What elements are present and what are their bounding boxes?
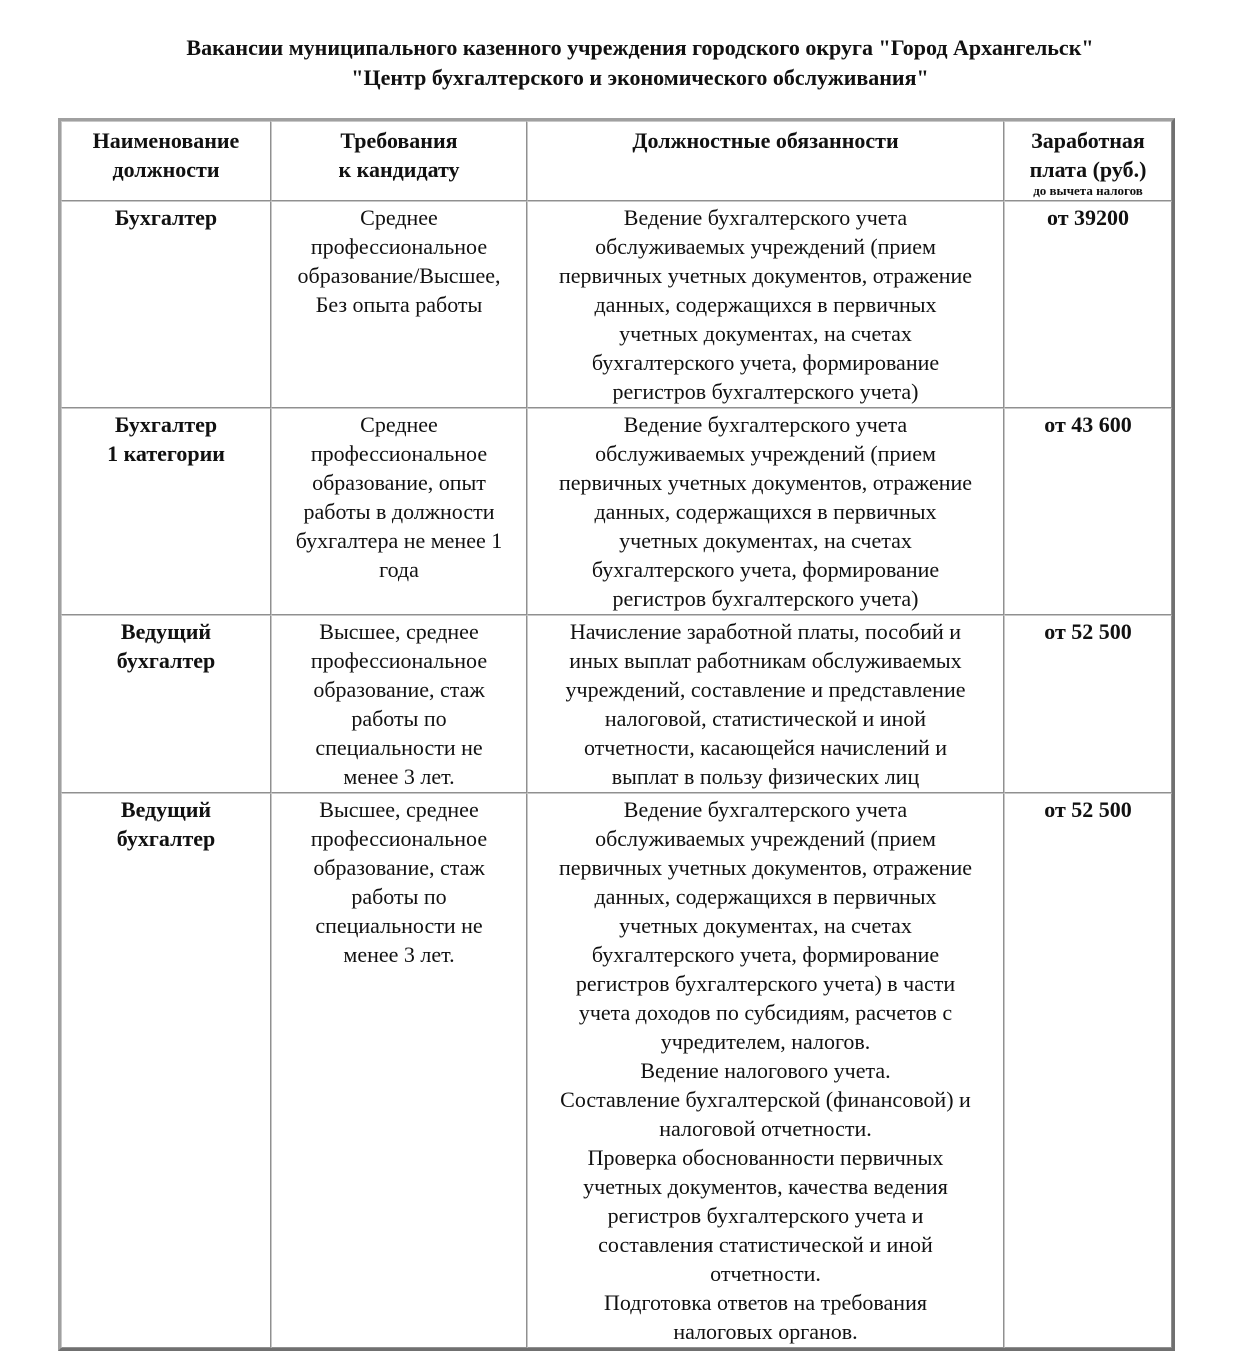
duties-line: регистров бухгалтерского учета) — [612, 586, 919, 611]
cell-salary: от 52 500 — [1004, 793, 1172, 1348]
duties-line: отчетности, касающейся начислений и — [583, 735, 948, 760]
duties-line: регистров бухгалтерского учета) — [612, 379, 919, 404]
cell-salary: от 43 600 — [1004, 408, 1172, 615]
duties-line: учетных документов, качества ведения — [583, 1174, 948, 1199]
requirements-line: профессиональное — [310, 441, 488, 466]
position-line: бухгалтер — [116, 648, 216, 673]
duties-line: составления статистической и иной — [598, 1232, 933, 1257]
requirements-line: менее 3 лет. — [343, 942, 455, 967]
requirements-line: года — [379, 557, 419, 582]
position-line: Ведущий — [120, 797, 212, 822]
duties-line: Ведение бухгалтерского учета — [623, 412, 908, 437]
header-salary: Заработная плата (руб.) до вычета налогов — [1004, 121, 1172, 201]
table-row — [61, 793, 1172, 1348]
duties-line: учетных документах, на счетах — [619, 528, 912, 553]
table-row — [61, 201, 1172, 408]
requirements-line: профессиональное — [310, 648, 488, 673]
requirements-line: специальности не — [315, 913, 483, 938]
duties-line: данных, содержащихся в первичных — [594, 884, 937, 909]
cell-salary: от 52 500 — [1004, 615, 1172, 793]
requirements-line: Среднее — [360, 412, 438, 437]
position-line: Бухгалтер — [114, 412, 218, 437]
requirements-line: Высшее, среднее — [319, 797, 479, 822]
requirements-line: образование, стаж — [313, 677, 485, 702]
requirements-line: работы по — [351, 706, 447, 731]
requirements-line: менее 3 лет. — [343, 764, 455, 789]
cell-requirements — [271, 615, 527, 793]
duties-line: Ведение бухгалтерского учета — [623, 205, 908, 230]
header-requirements: Требования к кандидату — [271, 121, 527, 201]
vacancies-table — [58, 118, 1175, 1351]
duties-line: обслуживаемых учреждений (прием — [595, 441, 936, 466]
duties-line: учреждений, составление и представление — [565, 677, 966, 702]
requirements-line: образование/Высшее, — [297, 263, 501, 288]
duties-line: Ведение налогового учета. — [640, 1058, 891, 1083]
duties-line: бухгалтерского учета, формирование — [591, 557, 940, 582]
duties-line: налоговой отчетности. — [659, 1116, 872, 1141]
duties-line: учета доходов по субсидиям, расчетов с — [578, 1000, 953, 1025]
requirements-line: бухгалтера не менее 1 — [295, 528, 503, 553]
duties-line: бухгалтерского учета, формирование — [591, 942, 940, 967]
cell-duties — [527, 793, 1004, 1348]
duties-line: учетных документах, на счетах — [619, 913, 912, 938]
cell-salary: от 39200 — [1004, 201, 1172, 408]
cell-requirements — [271, 408, 527, 615]
duties-line: Проверка обоснованности первичных — [587, 1145, 944, 1170]
cell-duties — [527, 615, 1004, 793]
duties-line: отчетности. — [710, 1261, 821, 1286]
requirements-line: Высшее, среднее — [319, 619, 479, 644]
header-position: Наименование должности — [61, 121, 271, 201]
cell-duties — [527, 408, 1004, 615]
position-line: Ведущий — [120, 619, 212, 644]
requirements-line: Без опыта работы — [315, 292, 483, 317]
duties-line: выплат в пользу физических лиц — [611, 764, 920, 789]
duties-line: регистров бухгалтерского учета) в части — [575, 971, 956, 996]
page-title — [60, 33, 1220, 93]
duties-line: обслуживаемых учреждений (прием — [595, 234, 936, 259]
requirements-line: Среднее — [360, 205, 438, 230]
cell-position — [61, 408, 271, 615]
duties-line: Ведение бухгалтерского учета — [623, 797, 908, 822]
duties-line: Подготовка ответов на требования — [604, 1290, 927, 1315]
position-line: бухгалтер — [116, 826, 216, 851]
requirements-line: образование, стаж — [313, 855, 485, 880]
table-row — [61, 615, 1172, 793]
duties-line: первичных учетных документов, отражение — [558, 470, 973, 495]
requirements-line: образование, опыт — [312, 470, 486, 495]
duties-line: налоговых органов. — [673, 1319, 858, 1344]
requirements-line: профессиональное — [310, 234, 488, 259]
requirements-line: специальности не — [315, 735, 483, 760]
duties-line: учетных документах, на счетах — [619, 321, 912, 346]
duties-line: данных, содержащихся в первичных — [594, 499, 937, 524]
duties-line: обслуживаемых учреждений (прием — [595, 826, 936, 851]
cell-requirements — [271, 201, 527, 408]
duties-line: бухгалтерского учета, формирование — [591, 350, 940, 375]
duties-line: иных выплат работникам обслуживаемых — [569, 648, 962, 673]
page-title-line-2: "Центр бухгалтерского и экономического обслуживания" — [351, 65, 929, 90]
cell-position — [61, 201, 271, 408]
cell-position — [61, 793, 271, 1348]
salary-note: до вычета налогов — [1033, 183, 1143, 198]
requirements-line: работы по — [351, 884, 447, 909]
duties-line: первичных учетных документов, отражение — [558, 263, 973, 288]
cell-position — [61, 615, 271, 793]
header-duties: Должностные обязанности — [527, 121, 1004, 201]
duties-line: данных, содержащихся в первичных — [594, 292, 937, 317]
duties-line: первичных учетных документов, отражение — [558, 855, 973, 880]
cell-duties — [527, 201, 1004, 408]
requirements-line: работы в должности — [303, 499, 495, 524]
requirements-line: профессиональное — [310, 826, 488, 851]
cell-requirements — [271, 793, 527, 1348]
duties-line: учредителем, налогов. — [660, 1029, 871, 1054]
duties-line: Составление бухгалтерской (финансовой) и — [560, 1087, 971, 1112]
page-title-line-1: Вакансии муниципального казенного учреждения городского округа "Город Архангельск" — [186, 35, 1094, 60]
position-line: 1 категории — [107, 441, 225, 466]
table-header-row — [61, 121, 1172, 201]
duties-line: Начисление заработной платы, пособий и — [569, 619, 962, 644]
duties-line: налоговой, статистической и иной — [604, 706, 927, 731]
duties-line: регистров бухгалтерского учета и — [607, 1203, 924, 1228]
position-line: Бухгалтер — [114, 205, 218, 230]
table-row — [61, 408, 1172, 615]
